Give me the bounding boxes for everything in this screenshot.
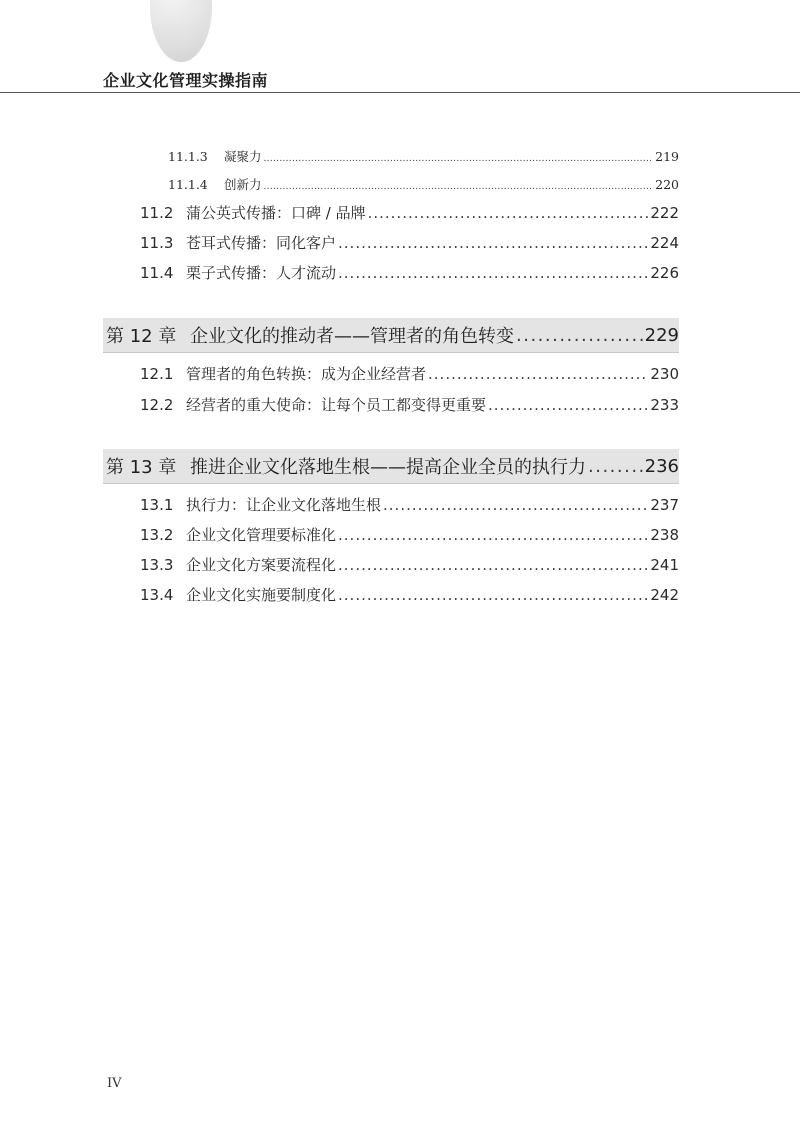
entry-title: 凝聚力 bbox=[224, 149, 262, 164]
entry-title: 创新力 bbox=[224, 177, 262, 192]
entry-number: 13.2 bbox=[140, 526, 174, 544]
toc-entry-13-4[interactable] bbox=[140, 584, 679, 610]
toc-entry-13-3[interactable] bbox=[140, 554, 679, 580]
entry-number: 11.3 bbox=[140, 234, 174, 252]
entry-page: 219 bbox=[655, 149, 679, 164]
running-header-title: 企业文化管理实操指南 bbox=[103, 71, 269, 90]
dot-leader bbox=[383, 496, 648, 514]
entry-title: 管理者的角色转换：成为企业经营者 bbox=[186, 365, 427, 383]
entry-page: 237 bbox=[650, 496, 679, 514]
page-number: IV bbox=[107, 1076, 122, 1091]
entry-page: 222 bbox=[650, 204, 679, 222]
header-rule bbox=[0, 92, 800, 93]
entry-page: 238 bbox=[650, 526, 679, 544]
entry-number: 13.3 bbox=[140, 556, 174, 574]
entry-page: 242 bbox=[650, 586, 679, 604]
toc-entry-11-1-4[interactable] bbox=[168, 175, 679, 197]
toc-entry-11-4[interactable] bbox=[140, 262, 679, 288]
dot-leader bbox=[368, 204, 649, 222]
chapter-number: 第 13 章 bbox=[106, 457, 177, 478]
toc-entry-11-1-3[interactable] bbox=[168, 147, 679, 169]
dot-leader bbox=[588, 456, 643, 477]
entry-page: 241 bbox=[650, 556, 679, 574]
entry-number: 11.4 bbox=[140, 264, 174, 282]
entry-number: 13.4 bbox=[140, 586, 174, 604]
entry-number: 13.1 bbox=[140, 496, 174, 514]
entry-title: 执行力：让企业文化落地生根 bbox=[186, 496, 382, 514]
dot-leader bbox=[338, 526, 648, 544]
toc-entry-13-2[interactable] bbox=[140, 524, 679, 550]
header-decoration bbox=[150, 0, 212, 62]
toc-entry-11-2[interactable] bbox=[140, 202, 679, 228]
dot-leader bbox=[338, 264, 648, 282]
entry-page: 230 bbox=[650, 365, 679, 383]
toc-entry-12-2[interactable] bbox=[140, 394, 679, 420]
entry-number: 11.1.4 bbox=[168, 177, 208, 192]
toc-chapter-13[interactable] bbox=[106, 449, 679, 483]
entry-number: 12.1 bbox=[140, 365, 174, 383]
toc-entry-13-1[interactable] bbox=[140, 494, 679, 520]
dot-leader bbox=[264, 154, 654, 164]
entry-page: 220 bbox=[655, 177, 679, 192]
dot-leader bbox=[338, 586, 648, 604]
entry-title: 蒲公英式传播：口碑 / 品牌 bbox=[186, 204, 366, 222]
entry-title: 经营者的重大使命：让每个员工都变得更重要 bbox=[186, 396, 487, 414]
entry-page: 224 bbox=[650, 234, 679, 252]
entry-page: 226 bbox=[650, 264, 679, 282]
chapter-title: 企业文化的推动者——管理者的角色转变 bbox=[190, 326, 514, 347]
dot-leader bbox=[516, 325, 643, 346]
entry-page: 233 bbox=[650, 396, 679, 414]
entry-number: 12.2 bbox=[140, 396, 174, 414]
dot-leader bbox=[428, 365, 648, 383]
dot-leader bbox=[338, 234, 648, 252]
entry-number: 11.1.3 bbox=[168, 149, 208, 164]
toc-entry-11-3[interactable] bbox=[140, 232, 679, 258]
entry-number: 11.2 bbox=[140, 204, 174, 222]
chapter-number: 第 12 章 bbox=[106, 326, 177, 347]
dot-leader bbox=[264, 182, 654, 192]
dot-leader bbox=[338, 556, 648, 574]
entry-title: 栗子式传播：人才流动 bbox=[186, 264, 337, 282]
toc-entry-12-1[interactable] bbox=[140, 363, 679, 389]
chapter-title: 推进企业文化落地生根——提高企业全员的执行力 bbox=[190, 457, 586, 478]
entry-title: 企业文化管理要标准化 bbox=[186, 526, 337, 544]
entry-title: 苍耳式传播：同化客户 bbox=[186, 234, 337, 252]
entry-title: 企业文化实施要制度化 bbox=[186, 586, 337, 604]
toc-chapter-12[interactable] bbox=[106, 318, 679, 352]
chapter-page: 229 bbox=[644, 324, 679, 346]
chapter-page: 236 bbox=[644, 455, 679, 477]
entry-title: 企业文化方案要流程化 bbox=[186, 556, 337, 574]
dot-leader bbox=[488, 396, 648, 414]
